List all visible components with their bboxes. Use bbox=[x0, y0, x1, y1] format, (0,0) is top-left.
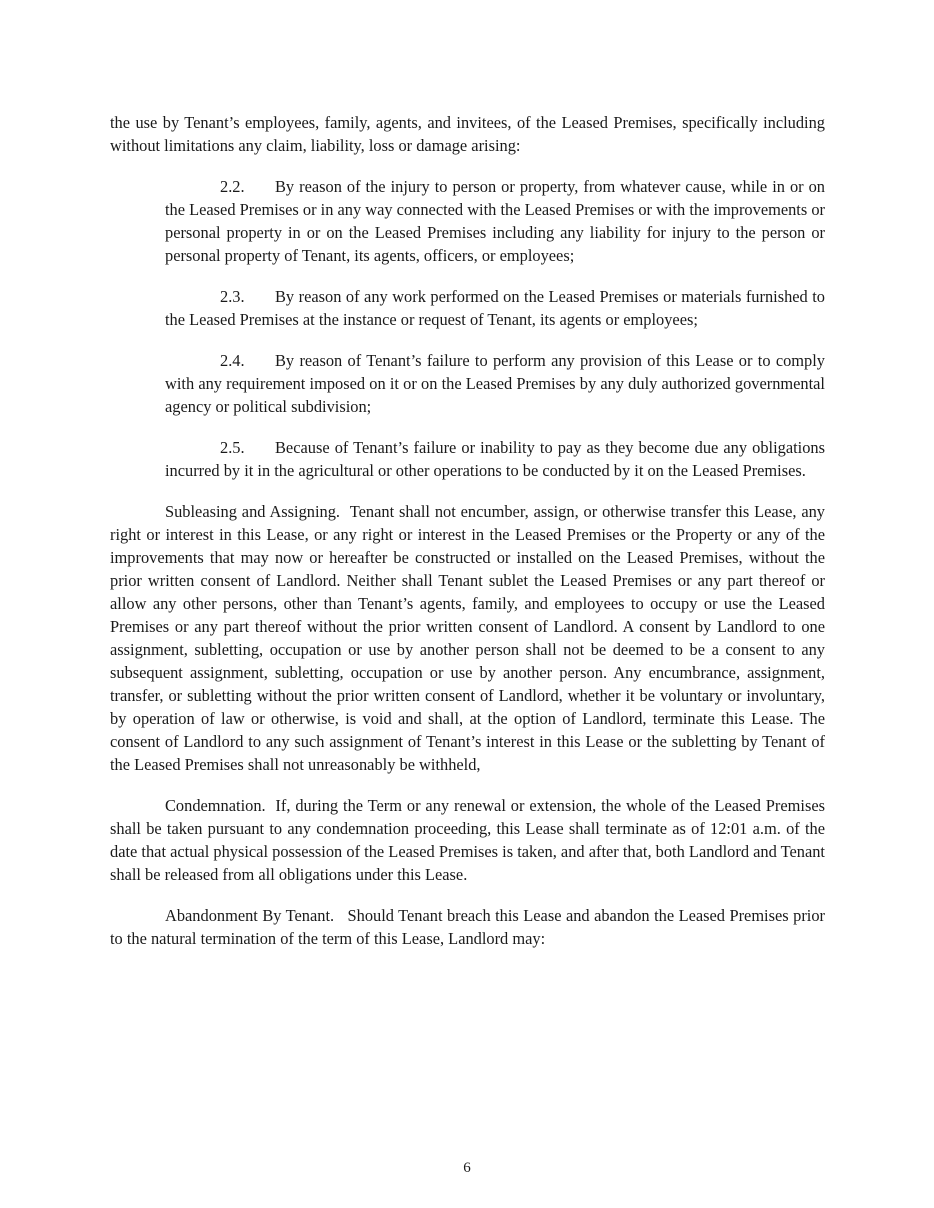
section-abandonment bbox=[110, 904, 825, 950]
list-item-2-5 bbox=[165, 436, 825, 482]
section-subleasing bbox=[110, 500, 825, 776]
item-text: By reason of the injury to person or property, from whatever cause, while in or on the Leased Premises or in any way connected with the Leased Premises or with the improvements or personal property in or on the Leased Premises including any liability for injury to the person or personal property of Tenant, its agents, officers, or employees; bbox=[165, 177, 825, 265]
continuation-paragraph: the use by Tenant’s employees, family, agents, and invitees, of the Leased Premises, specifically including without limitations any claim, liability, loss or damage arising: bbox=[110, 113, 825, 155]
section-heading: Condemnation. bbox=[165, 796, 266, 815]
section-text: If, during the Term or any renewal or extension, the whole of the Leased Premises shall be taken pursuant to any condemnation proceeding, this Lease shall terminate as of 12:01 a.m. of the date that actual physical possession of the Leased Premises is taken, and after that, both Landlord and Tenant shall be released from all obligations under this Lease. bbox=[110, 796, 825, 884]
item-number: 2.5. bbox=[220, 438, 245, 457]
section-condemnation bbox=[110, 794, 825, 886]
section-text: Tenant shall not encumber, assign, or otherwise transfer this Lease, any right or interest in this Lease, or any right or interest in the Leased Premises or the Property or any of the improvements that may now or hereafter be constructed or installed on the Leased Premises, without the prior written consent of Landlord. Neither shall Tenant sublet the Leased Premises or any part thereof or allow any other persons, other than Tenant’s agents, family, and employees to occupy or use the Leased Premises or any part thereof without the prior written consent of Landlord. A consent by Landlord to one assignment, subletting, occupation or use by another person shall not be deemed to be a consent to any subsequent assignment, subletting, occupation or use by another person. Any encumbrance, assignment, transfer, or subletting without the prior written consent of Landlord, whether it be voluntary or involuntary, by operation of law or otherwise, is void and shall, at the option of Landlord, terminate this Lease. The consent of Landlord to any such assignment of Tenant’s interest in this Lease or the subletting by Tenant of the Leased Premises shall not unreasonably be withheld, bbox=[110, 502, 825, 774]
document-page bbox=[110, 111, 825, 968]
item-text: Because of Tenant’s failure or inability to pay as they become due any obligations incurred by it in the agricultural or other operations to be conducted by it on the Leased Premises. bbox=[165, 438, 825, 480]
section-heading: Abandonment By Tenant. bbox=[165, 906, 335, 925]
item-text: By reason of Tenant’s failure to perform any provision of this Lease or to comply with any requirement imposed on it or on the Leased Premises by any duly authorized governmental agency or political subdivision; bbox=[165, 351, 825, 416]
item-number: 2.3. bbox=[220, 287, 245, 306]
list-item-2-4 bbox=[165, 349, 825, 418]
item-text: By reason of any work performed on the Leased Premises or materials furnished to the Leased Premises at the instance or request of Tenant, its agents or employees; bbox=[165, 287, 825, 329]
item-number: 2.2. bbox=[220, 177, 245, 196]
section-text: Should Tenant breach this Lease and abandon the Leased Premises prior to the natural termination of the term of this Lease, Landlord may: bbox=[110, 906, 825, 948]
item-number: 2.4. bbox=[220, 351, 245, 370]
page-number: 6 bbox=[463, 1160, 471, 1176]
list-item-2-3 bbox=[165, 285, 825, 331]
list-item-2-2 bbox=[165, 175, 825, 267]
section-heading: Subleasing and Assigning. bbox=[165, 502, 341, 521]
